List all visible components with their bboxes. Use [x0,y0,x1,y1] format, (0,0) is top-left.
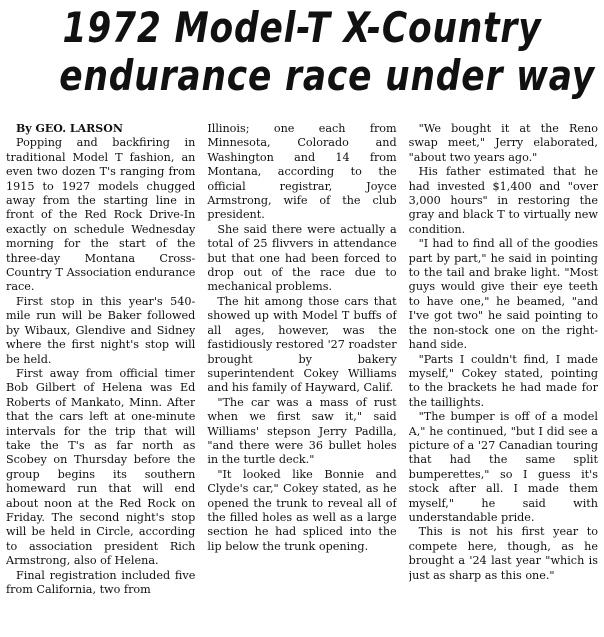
article-column-1 [6,122,195,637]
headline-line-2: endurance race under way [59,51,595,100]
paragraph: "Parts I couldn't find, I made myself," Cokey stated, pointing to the brackets he had made for the taillights. [408,352,598,409]
paragraph: "It looked like Bonnie and Clyde's car," Cokey stated, as he opened the trunk to reveal all of the filled holes as well as a large section he had spliced into the lip below the trunk opening. [207,467,397,553]
paragraph: Final registration included five from California, two from [6,568,196,596]
paragraph: The hit among those cars that showed up with Model T buffs of all ages, however, was the fastidiously restored '27 roadster brought by bakery superintendent Cokey Williams and his family of Hayward, Calif. [207,294,397,395]
paragraph: First stop in this year's 540-mile run will be Baker followed by Wibaux, Glendive and Sidney where the first night's stop will be held. [6,294,196,366]
paragraph: First away from official timer Bob Gilbert of Helena was Ed Roberts of Mankato, Minn. After that the cars left at one-minute intervals for the trip that will take the T's as far north as Scobey on Thursday before the group begins its southern homeward run that will end about noon at the Red Rock on Friday. The second night's stop will be held in Circle, according to association president Rich Armstrong, also of Helena. [6,366,196,568]
article-column-3 [409,122,598,637]
byline: By GEO. LARSON [16,122,123,135]
paragraph: His father estimated that he had invested $1,400 and "over 3,000 hours" in restoring the gray and black T to virtually new condition. [408,165,598,236]
paragraph: "The car was a mass of rust when we first saw it," said Williams' stepson Jerry Padilla, "and there were 36 bullet holes in the turtle deck." [207,395,397,467]
paragraph: Illinois; one each from Minnesota, Colorado and Washington and 14 from Montana, according to the official registrar, Joyce Armstrong, wife of the club president. [207,122,397,222]
headline-line-1: 1972 Model-T X-Country [62,3,542,52]
article-body [6,122,598,637]
paragraph: She said there were actually a total of 25 flivvers in attendance but that one had been forced to drop out of the race due to mechanical problems. [207,222,397,294]
paragraph: Popping and backfiring in traditional Model T fashion, an even two dozen T's ranging from 1915 to 1927 models chugged away from the starting line in front of the Red Rock Drive-In exactly on schedule Wednesday morning for the start of the three-day Montana Cross-Country T Association endurance race. [6,136,196,294]
paragraph: "We bought it at the Reno swap meet," Jerry elaborated, "about two years ago." [408,122,598,164]
paragraph: "I had to find all of the goodies part by part," he said in pointing to the tail and brake light. "Most guys would give their eye teeth to have one," he beamed, "and I've got two" he said pointing to the non-stock one on the right-hand side. [408,237,598,352]
paragraph: This is not his first year to compete here, though, as he brought a '24 last year "which is just as sharp as this one." [408,525,598,582]
headline [59,3,595,100]
newspaper-clipping [0,4,604,637]
paragraph: "The bumper is off of a model A," he continued, "but I did see a picture of a '27 Canadian touring that had the same split bumperettes," so I guess it's stock after all. I made them myself," he said with understandable pride. [408,410,598,524]
article-column-2 [207,122,396,637]
